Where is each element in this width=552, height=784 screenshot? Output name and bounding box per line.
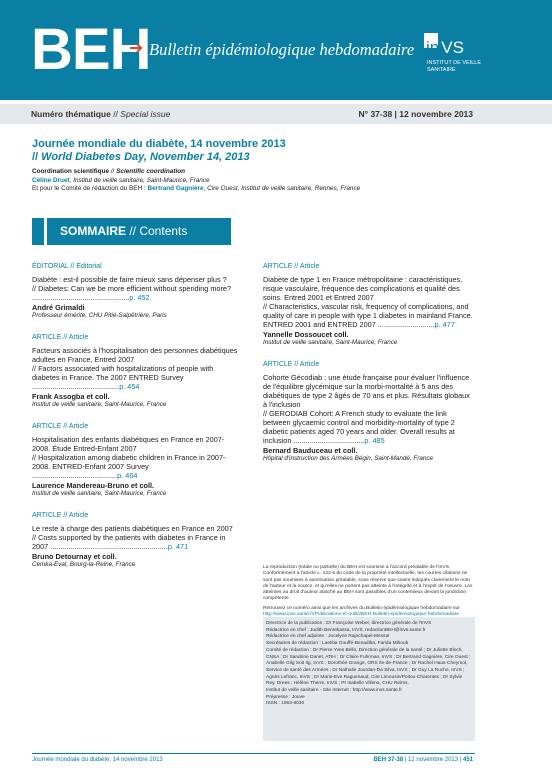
toc-right-column xyxy=(263,262,475,476)
toc-title[interactable]: Hospitalisation des enfants diabétiques en France en 2007-2008. Étude Entred-Enfant 2007 xyxy=(32,435,225,453)
masthead-line: Comité de rédaction : Dr Pierre-Yves Bello, Direction générale de la santé ; Dr Juliette Bloch, CNSA ; Dr Sandrine Danet, ATIH ; Dr Claire Fuhrman, InVS ; Dr Bertrand Gagnière, Cire Ouest ; Anabelle Gilg Soit Ilg, InVS ; Dorothée Grange, ORS Ile-de-France ; Dr Rachel Haus-Cheymol, Service de santé des Armées ; Dr Nathalie Jourdan-Da Silva, InVS ; Dr Guy La Ruche, InVS ; Agnès Lefranc, InVS ; Dr Marie-Eve Raguenaud, Cire Limousin/Poitou-Charentes ; Dr Sylvie Rey, Drees ; Hélène Therre, InVS ; Pr Isabelle Villena, CHU Reims. xyxy=(266,647,471,687)
toc-left-column xyxy=(32,262,242,582)
toc-page[interactable]: p. 477 xyxy=(434,320,455,329)
toc-item[interactable] xyxy=(32,511,242,569)
issue-number: N° 37-38 | 12 novembre 2013 xyxy=(358,109,473,119)
invs-logo-i: in xyxy=(426,38,440,57)
footer-date: | 12 novembre 2013 | xyxy=(403,757,463,763)
issue-title-en-text: World Diabetes Day, November 14, 2013 xyxy=(41,151,250,163)
toc-dots: ............................ xyxy=(377,320,435,329)
issue-title xyxy=(32,138,286,164)
toc-affiliation: Institut de veille sanitaire, Saint-Maurice, France xyxy=(32,401,167,408)
masthead-line: ISSN : 1953-8030 xyxy=(266,701,305,707)
toc-title-en-text: // Costs supported by the patients with diabetes in France in 2007 xyxy=(32,533,226,551)
sommaire-title: SOMMAIRE // Contents xyxy=(60,224,188,238)
coordinator-name: Céline Druet xyxy=(32,176,70,184)
toc-title-en-text: // Characteristics, vascular risk, frequency of complications, and quality of care in people with type 1 diabetes in mainland France. ENTRED 2001 and ENTRED 2007 xyxy=(263,302,473,329)
toc-author: Laurence Mandereau-Bruno et coll. xyxy=(32,481,155,490)
board-name: Bertrand Gagnière xyxy=(147,185,204,193)
sommaire-en: Contents xyxy=(139,224,188,238)
toc-page[interactable]: p. 471 xyxy=(167,542,189,551)
toc-title-en-text: // GERODIAB Cohort: A French study to evaluate the link between glycaemic control and morbidity-mortality of type 2 diabetic patients aged 70 years and older. Overall results at inclusion xyxy=(263,409,455,445)
archive-link[interactable]: http://www.invs.sante.fr/Publications-et-outils/BEH-Bulletin-epidemiologique-hebdomadaire xyxy=(263,612,459,618)
toc-item[interactable] xyxy=(32,262,242,320)
toc-dots: .......................................................... xyxy=(50,542,168,551)
toc-item[interactable] xyxy=(32,422,242,498)
toc-item[interactable] xyxy=(263,360,475,463)
masthead-line: Directrice de la publication : Dr Françoise Weber, directrice générale de l'InVS xyxy=(266,621,432,626)
legal-notice xyxy=(263,565,475,618)
issue-type-fr: Numéro thématique xyxy=(31,109,111,119)
toc-category: ARTICLE // Article xyxy=(32,512,89,519)
toc-dots: ................................... xyxy=(293,436,365,445)
toc-title-en xyxy=(32,364,242,391)
toc-page[interactable]: p. 454 xyxy=(119,382,140,391)
toc-dots: ........................................... xyxy=(32,382,120,391)
coordination-label-en: Scientific coordination xyxy=(116,168,186,175)
beh-logo: BEH xyxy=(31,17,151,82)
toc-title[interactable]: Diabète de type 1 en France métropolitaine : caractéristiques, risque vasculaire, fréquence des complications et qualité des soins. Entred 2001 et Entred 2007 xyxy=(263,275,463,302)
toc-title-en-text: // Hospitalization among diabetic children in France in 2007-2008. ENTRED-Enfant 2007 Survey xyxy=(32,453,226,471)
toc-category: ARTICLE // Article xyxy=(263,263,320,270)
toc-title-en xyxy=(32,533,242,551)
issue-type: Numéro thématique // Special issue xyxy=(31,109,171,119)
arrow-right-icon xyxy=(130,42,146,54)
toc-affiliation: Cemka-Eval, Bourg-la-Reine, France xyxy=(32,561,136,568)
masthead-line: Rédactrice en chef adjointe : Jocelyne Rajnchapel-Messaï xyxy=(266,634,390,640)
toc-author: Bernard Bauduceau et coll. xyxy=(263,446,358,455)
board-prefix: Et pour le Comité de rédaction du BEH : xyxy=(32,185,148,193)
toc-page[interactable]: p. 485 xyxy=(364,436,385,445)
toc-title-en-text: // Diabetes: Can we be more efficient without spending more? xyxy=(32,284,232,293)
coordination-name xyxy=(32,177,472,186)
invs-logo xyxy=(424,33,502,75)
archive-text: Retrouvez ce numéro ainsi que les archives du Bulletin épidémiologique hebdomadaire sur xyxy=(263,605,460,611)
coordination-label-fr: Coordination scientifique xyxy=(32,168,110,175)
toc-author: Yannelle Dossoucet coll. xyxy=(263,330,349,339)
sommaire-fr: SOMMAIRE xyxy=(60,224,126,238)
masthead-line: Prépresse : Jouve xyxy=(266,694,305,700)
toc-author: Frank Assogba et coll. xyxy=(32,392,110,401)
issue-type-en: Special issue xyxy=(120,109,171,119)
coordinator-affiliation: , Institut de veille sanitaire, Saint-Maurice, France xyxy=(69,176,210,184)
coordination-label: Coordination scientifique // Scientific coordination xyxy=(32,168,186,175)
masthead-line: Institut de veille sanitaire - Site Internet : http://www.invs.sante.fr xyxy=(266,688,402,694)
toc-page[interactable]: p. 452 xyxy=(129,293,150,302)
toc-title[interactable]: Facteurs associés à l'hospitalisation des personnes diabétiques adultes en France, Entred 2007 xyxy=(32,346,238,364)
publication-title: Bulletin épidémiologique hebdomadaire xyxy=(149,40,415,59)
toc-item[interactable] xyxy=(263,262,475,347)
toc-affiliation: Hôpital d'instruction des Armées Bégin, Saint-Mandé, France xyxy=(263,455,434,462)
toc-affiliation: Institut de veille sanitaire, Saint-Maurice, France xyxy=(263,339,398,346)
toc-category: ARTICLE // Article xyxy=(32,423,89,430)
board-affiliation: , Cire Ouest, Institut de veille sanitaire, Rennes, France xyxy=(203,185,361,193)
footer-issue: BEH 37-38 xyxy=(373,757,404,763)
toc-title[interactable]: Cohorte Gécodiab : une étude française pour évaluer l'influence de l'équilibre glycémique sur la morbi-mortalité à 5 ans des diabétiques de type 2 âgés de 70 ans et plus. Résultats globaux à l'inclusion xyxy=(263,373,470,409)
issue-title-en: // World Diabetes Day, November 14, 2013 xyxy=(32,151,250,163)
masthead-line: Secrétaires de rédaction : Laetitia Gouffé-Benadiba, Farida Mihoub xyxy=(266,641,409,647)
invs-logo-text xyxy=(426,38,470,58)
invs-logo-vs: VS xyxy=(441,38,464,57)
invs-logo-subtitle: INSTITUT DE VEILLE SANITAIRE xyxy=(427,60,481,73)
toc-title[interactable]: Le reste à charge des patients diabétiques en France en 2007 xyxy=(32,524,233,533)
toc-affiliation: Professeur émérite, CHU Pitié-Salpêtrière, Paris xyxy=(32,312,167,319)
toc-category: ÉDITORIAL // Editorial xyxy=(32,263,102,270)
toc-title-en xyxy=(32,284,242,302)
credits xyxy=(32,168,472,194)
page-number: 451 xyxy=(462,757,473,763)
footer-left: Journée mondiale du diabète, 14 novembre 2013 xyxy=(32,757,163,763)
toc-title-en xyxy=(263,409,475,445)
sommaire-banner xyxy=(32,218,472,245)
toc-author: Bruno Detournay et coll. xyxy=(32,552,117,561)
toc-item[interactable] xyxy=(32,333,242,409)
toc-category: ARTICLE // Article xyxy=(263,361,320,368)
toc-title-en-text: // Factors associated with hospitalizations of people with diabetes in France. The 2007 ENTRED Survey xyxy=(32,364,214,382)
toc-dots: ................................................ xyxy=(32,293,130,302)
toc-title-en xyxy=(263,302,475,329)
toc-category: ARTICLE // Article xyxy=(32,334,89,341)
toc-author: André Grimaldi xyxy=(32,303,85,312)
toc-page[interactable]: p. 464 xyxy=(117,471,138,480)
toc-dots: .......................................... xyxy=(32,471,118,480)
footer-divider xyxy=(32,753,475,754)
masthead-text xyxy=(266,621,472,708)
editorial-board xyxy=(32,185,472,194)
toc-affiliation: Institut de veille sanitaire, Saint-Maurice, France xyxy=(32,490,167,497)
legal-text: La reproduction (totale ou partielle) du BEH est soumise à l'accord préalable de l'InVS. Conformément à l'article L. 122-5 du code de la propriété intellectuelle, les courtes citations ne sont pas soumises à autorisation préalable, sous réserve que soient indiqués clairement le nom de l'auteur et la source, et qu'elles ne portent pas atteinte à l'intégrité et à l'esprit de l'oeuvre. Les atteintes au droit d'auteur attaché au BEH sont passibles d'un contentieux devant la juridiction compétente. xyxy=(263,565,473,602)
masthead-line: Rédactrice en chef : Judith Benrekassa, InVS, redactionBEH@invs.sante.fr xyxy=(266,627,426,633)
toc-title[interactable]: Diabète : est-il possible de faire mieux sans dépenser plus ? xyxy=(32,275,227,284)
issue-title-fr: Journée mondiale du diabète, 14 novembre 2013 xyxy=(32,138,286,150)
footer-right xyxy=(373,757,473,763)
sommaire-strip xyxy=(32,218,44,245)
toc-title-en xyxy=(32,453,242,480)
